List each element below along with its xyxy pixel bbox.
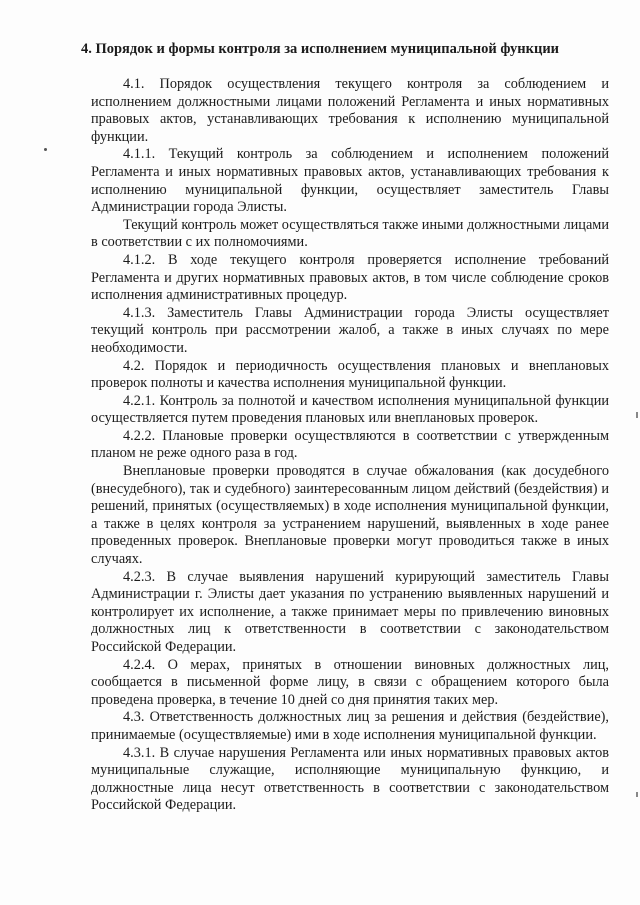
paragraph-4-1-1: 4.1.1. Текущий контроль за соблюдением и исполнением положений Регламента и иных нормативных правовых актов, устанавливающих требования к исполнению муниципальной функции, осуществляет заместитель Главы Администрации города Элисты. <box>91 146 609 216</box>
paragraph-4-2: 4.2. Порядок и периодичность осуществления плановых и внеплановых проверок полноты и качества исполнения муниципальной функции. <box>91 357 609 392</box>
section-heading: 4. Порядок и формы контроля за исполнением муниципальной функции <box>80 41 560 57</box>
paragraph-4-1-2: 4.1.2. В ходе текущего контроля проверяется исполнение требований Регламента и других нормативных правовых актов, в том числе соблюдение сроков исполнения административных процедур. <box>91 251 609 304</box>
paragraph-4-1-3: 4.1.3. Заместитель Главы Администрации города Элисты осуществляет текущий контроль при рассмотрении жалоб, а также в иных случаях по мере необходимости. <box>91 304 609 356</box>
scan-speck <box>44 148 47 151</box>
paragraph-4-3-1: 4.3.1. В случае нарушения Регламента или иных нормативных правовых актов муниципальные служащие, исполняющие муниципальную функцию, и должностные лица несут ответственность в соответствии с законодательством Российской Федерации. <box>91 744 609 814</box>
paragraph-4-2-3: 4.2.3. В случае выявления нарушений курирующий заместитель Главы Администрации г. Элисты дает указания по устранению выявленных нарушений и контролирует их исполнение, а также принимает меры по привлечению виновных должностных лиц к ответственности в соответствии с законодательством Российской Федерации. <box>91 568 609 655</box>
paragraph-4-2-1: 4.2.1. Контроль за полнотой и качеством исполнения муниципальной функции осуществляется путем проведения плановых или внеплановых проверок. <box>91 392 609 427</box>
paragraph-4-1-1-note: Текущий контроль может осуществляться также иными должностными лицами в соответствии с их полномочиями. <box>91 216 609 251</box>
paragraph-4-2-2-unplanned: Внеплановые проверки проводятся в случае обжалования (как досудебного (внесудебного), так и судебного) заинтересованным лицом действий (бездействия) и решений, принятых (осуществляемых) в ходе исполнения муниципальной функции, а также в целях контроля за устранением нарушений, выявленных в ходе ранее проведенных проверок. Внеплановые проверки могут проводиться также в иных случаях. <box>91 463 609 568</box>
scan-edge-mark <box>636 412 638 418</box>
paragraph-4-3: 4.3. Ответственность должностных лиц за решения и действия (бездействие), принимаемые (осуществляемые) ими в ходе исполнения муниципальной функции. <box>91 709 609 743</box>
scan-edge-mark <box>636 792 638 797</box>
document-body <box>91 76 609 815</box>
paragraph-4-2-2: 4.2.2. Плановые проверки осуществляются в соответствии с утвержденным планом не реже одного раза в год. <box>91 427 609 462</box>
paragraph-4-2-4: 4.2.4. О мерах, принятых в отношении виновных должностных лиц, сообщается в письменной форме лицу, в связи с обращением которого была проведена проверка, в течение 10 дней со дня принятия таких мер. <box>91 656 609 708</box>
paragraph-4-1: 4.1. Порядок осуществления текущего контроля за соблюдением и исполнением должностными лицами положений Регламента и иных нормативных правовых актов, устанавливающих требования к исполнению муниципальной функции. <box>91 76 609 145</box>
